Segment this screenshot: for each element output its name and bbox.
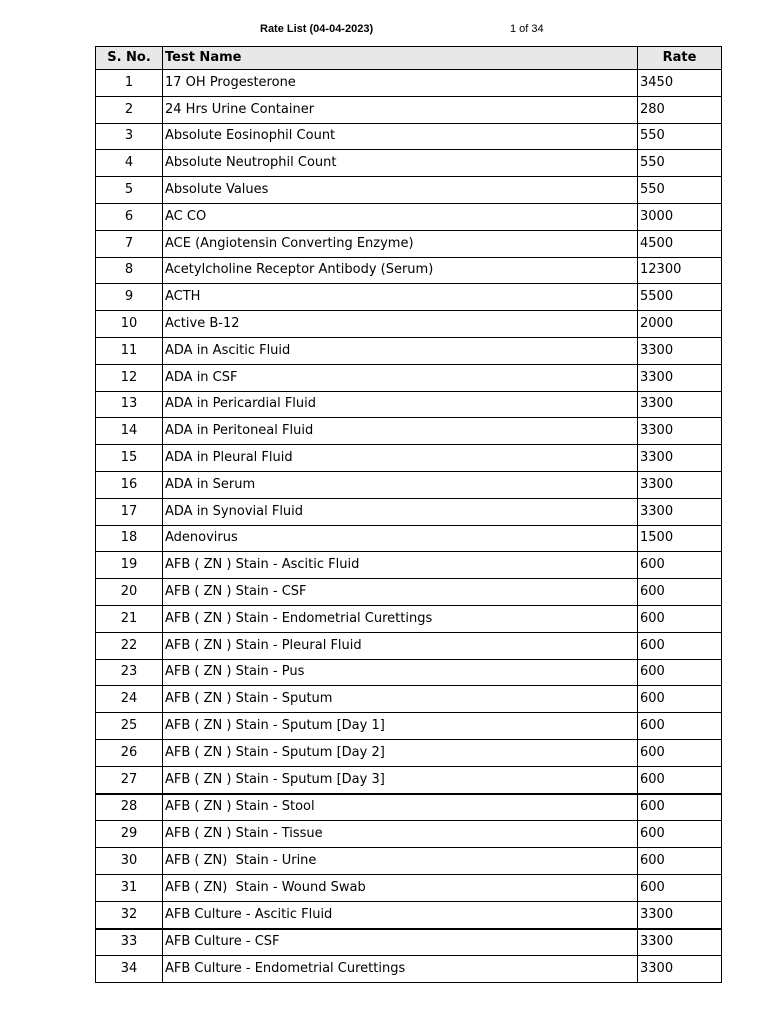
row-rate: 12300 [638, 257, 722, 284]
table-row [96, 391, 722, 418]
row-sno: 22 [96, 632, 163, 659]
table-row [96, 848, 722, 875]
table-row [96, 123, 722, 150]
row-test-name: ADA in Synovial Fluid [163, 498, 638, 525]
table-row [96, 579, 722, 606]
row-sno: 31 [96, 874, 163, 901]
table-row [96, 96, 722, 123]
table-row [96, 284, 722, 311]
row-sno: 32 [96, 901, 163, 928]
row-test-name: AFB ( ZN ) Stain - Tissue [163, 821, 638, 848]
row-sno: 30 [96, 848, 163, 875]
table-row [96, 364, 722, 391]
row-test-name: AFB ( ZN ) Stain - Sputum [Day 1] [163, 713, 638, 740]
row-test-name: ADA in Peritoneal Fluid [163, 418, 638, 445]
table-row [96, 794, 722, 821]
row-test-name: ADA in Pleural Fluid [163, 445, 638, 472]
row-rate: 3300 [638, 498, 722, 525]
row-rate: 5500 [638, 284, 722, 311]
table-row [96, 337, 722, 364]
row-test-name: Active B-12 [163, 311, 638, 338]
row-sno: 9 [96, 284, 163, 311]
row-sno: 21 [96, 605, 163, 632]
row-rate: 600 [638, 605, 722, 632]
row-sno: 26 [96, 739, 163, 766]
row-sno: 6 [96, 203, 163, 230]
row-sno: 13 [96, 391, 163, 418]
row-test-name: Acetylcholine Receptor Antibody (Serum) [163, 257, 638, 284]
table-row [96, 956, 722, 983]
table-row [96, 311, 722, 338]
row-rate: 600 [638, 579, 722, 606]
row-sno: 25 [96, 713, 163, 740]
document-title: Rate List (04-04-2023) [260, 23, 374, 35]
row-sno: 27 [96, 766, 163, 793]
table-row [96, 150, 722, 177]
row-test-name: AFB ( ZN ) Stain - Ascitic Fluid [163, 552, 638, 579]
row-rate: 3300 [638, 445, 722, 472]
row-rate: 600 [638, 874, 722, 901]
row-rate: 600 [638, 659, 722, 686]
row-rate: 600 [638, 686, 722, 713]
row-test-name: ADA in CSF [163, 364, 638, 391]
row-test-name: AFB ( ZN ) Stain - Stool [163, 794, 638, 821]
row-rate: 3300 [638, 929, 722, 956]
row-rate: 3300 [638, 418, 722, 445]
table-row [96, 177, 722, 204]
table-row [96, 257, 722, 284]
table-row [96, 498, 722, 525]
table-row [96, 929, 722, 956]
table-row [96, 471, 722, 498]
row-sno: 10 [96, 311, 163, 338]
column-header-sno: S. No. [96, 47, 163, 70]
row-sno: 23 [96, 659, 163, 686]
row-rate: 550 [638, 150, 722, 177]
row-rate: 600 [638, 632, 722, 659]
row-sno: 33 [96, 929, 163, 956]
table-row [96, 203, 722, 230]
row-rate: 600 [638, 794, 722, 821]
table-row [96, 632, 722, 659]
rate-table [95, 46, 722, 983]
row-sno: 20 [96, 579, 163, 606]
row-sno: 11 [96, 337, 163, 364]
row-test-name: AFB ( ZN ) Stain - Sputum [Day 3] [163, 766, 638, 793]
row-sno: 1 [96, 70, 163, 97]
row-rate: 2000 [638, 311, 722, 338]
row-sno: 3 [96, 123, 163, 150]
row-test-name: AFB ( ZN ) Stain - Endometrial Curettings [163, 605, 638, 632]
table-row [96, 874, 722, 901]
row-rate: 600 [638, 848, 722, 875]
row-test-name: AFB Culture - Ascitic Fluid [163, 901, 638, 928]
row-sno: 14 [96, 418, 163, 445]
row-sno: 17 [96, 498, 163, 525]
table-row [96, 901, 722, 928]
row-sno: 8 [96, 257, 163, 284]
table-body [96, 70, 722, 983]
row-rate: 3300 [638, 337, 722, 364]
row-sno: 18 [96, 525, 163, 552]
row-sno: 4 [96, 150, 163, 177]
row-rate: 600 [638, 821, 722, 848]
row-rate: 600 [638, 739, 722, 766]
row-rate: 3450 [638, 70, 722, 97]
row-rate: 3000 [638, 203, 722, 230]
table-row [96, 739, 722, 766]
row-rate: 3300 [638, 391, 722, 418]
row-sno: 28 [96, 794, 163, 821]
row-rate: 550 [638, 123, 722, 150]
table-header-row [96, 47, 722, 70]
row-test-name: Absolute Eosinophil Count [163, 123, 638, 150]
row-test-name: AC CO [163, 203, 638, 230]
row-sno: 34 [96, 956, 163, 983]
row-rate: 600 [638, 766, 722, 793]
row-test-name: AFB ( ZN ) Stain - Sputum [Day 2] [163, 739, 638, 766]
row-test-name: ADA in Ascitic Fluid [163, 337, 638, 364]
table-row [96, 659, 722, 686]
row-rate: 280 [638, 96, 722, 123]
row-sno: 24 [96, 686, 163, 713]
row-sno: 15 [96, 445, 163, 472]
row-test-name: 17 OH Progesterone [163, 70, 638, 97]
row-rate: 1500 [638, 525, 722, 552]
row-test-name: Adenovirus [163, 525, 638, 552]
row-sno: 7 [96, 230, 163, 257]
table-row [96, 686, 722, 713]
row-rate: 600 [638, 552, 722, 579]
row-sno: 12 [96, 364, 163, 391]
page-indicator: 1 of 34 [510, 23, 544, 35]
table-row [96, 821, 722, 848]
row-test-name: ADA in Pericardial Fluid [163, 391, 638, 418]
column-header-test-name: Test Name [163, 47, 638, 70]
row-rate: 550 [638, 177, 722, 204]
row-sno: 5 [96, 177, 163, 204]
row-test-name: Absolute Values [163, 177, 638, 204]
row-test-name: AFB ( ZN ) Stain - Pus [163, 659, 638, 686]
row-sno: 16 [96, 471, 163, 498]
table-row [96, 230, 722, 257]
row-test-name: AFB ( ZN) Stain - Wound Swab [163, 874, 638, 901]
row-test-name: 24 Hrs Urine Container [163, 96, 638, 123]
row-rate: 3300 [638, 364, 722, 391]
table-row [96, 418, 722, 445]
table-row [96, 445, 722, 472]
table-row [96, 552, 722, 579]
table-row [96, 70, 722, 97]
row-test-name: AFB ( ZN) Stain - Urine [163, 848, 638, 875]
row-test-name: ADA in Serum [163, 471, 638, 498]
table-row [96, 713, 722, 740]
row-rate: 3300 [638, 956, 722, 983]
row-test-name: ACTH [163, 284, 638, 311]
row-test-name: Absolute Neutrophil Count [163, 150, 638, 177]
row-test-name: ACE (Angiotensin Converting Enzyme) [163, 230, 638, 257]
row-rate: 600 [638, 713, 722, 740]
row-test-name: AFB ( ZN ) Stain - Pleural Fluid [163, 632, 638, 659]
row-test-name: AFB ( ZN ) Stain - CSF [163, 579, 638, 606]
row-test-name: AFB ( ZN ) Stain - Sputum [163, 686, 638, 713]
table-row [96, 525, 722, 552]
table-row [96, 766, 722, 793]
row-rate: 3300 [638, 471, 722, 498]
row-sno: 29 [96, 821, 163, 848]
row-sno: 2 [96, 96, 163, 123]
row-test-name: AFB Culture - CSF [163, 929, 638, 956]
row-sno: 19 [96, 552, 163, 579]
row-rate: 4500 [638, 230, 722, 257]
page-header [0, 22, 768, 38]
row-rate: 3300 [638, 901, 722, 928]
table-row [96, 605, 722, 632]
column-header-rate: Rate [638, 47, 722, 70]
row-test-name: AFB Culture - Endometrial Curettings [163, 956, 638, 983]
